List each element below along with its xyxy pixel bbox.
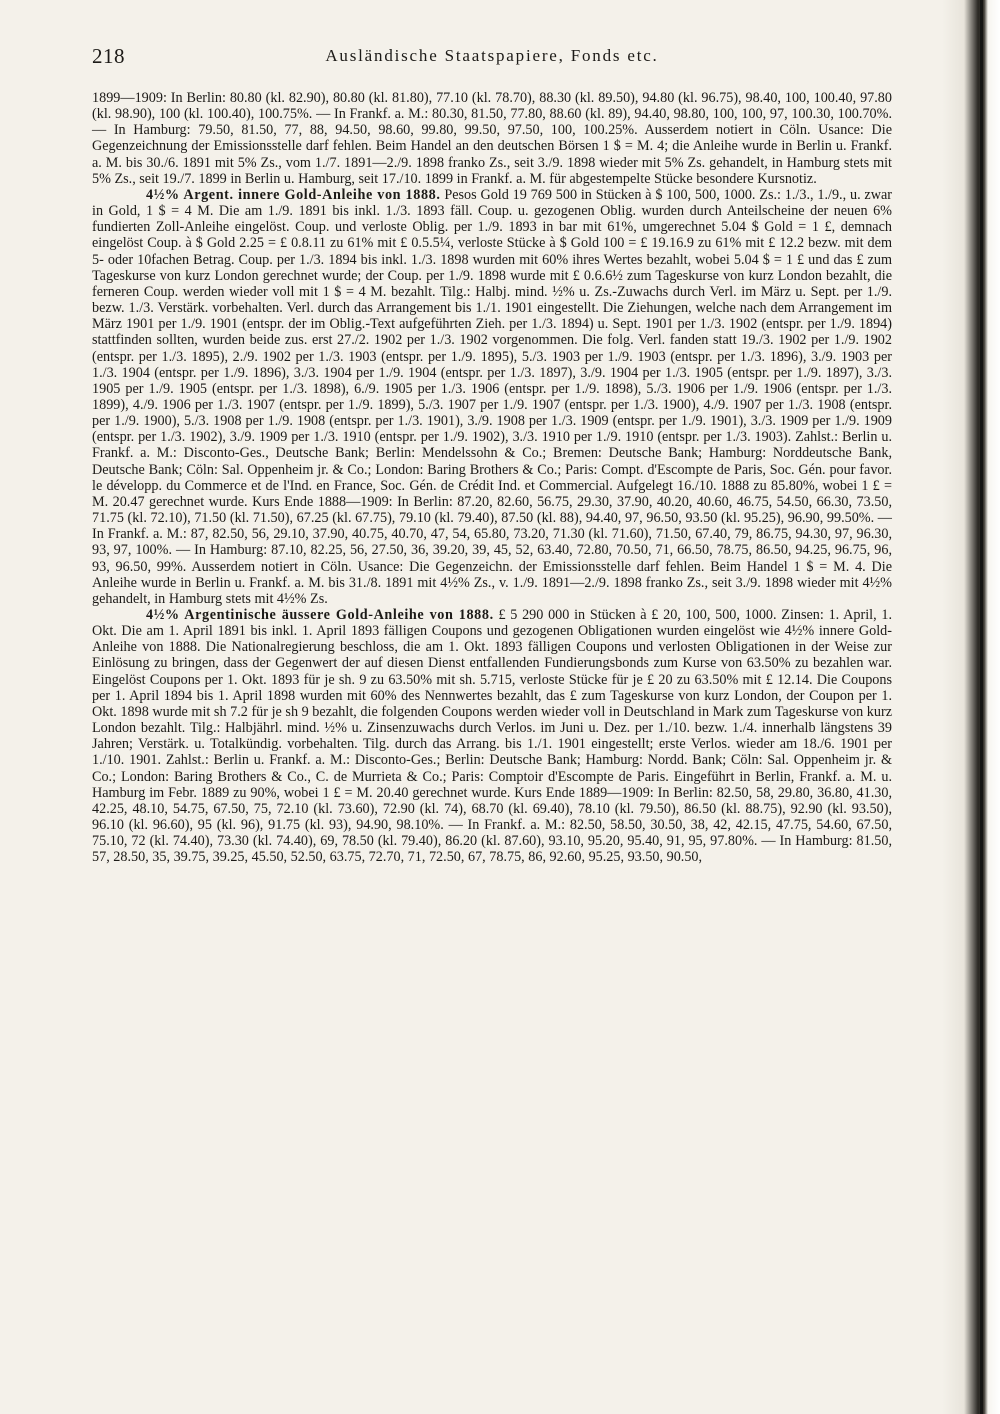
paragraph-argent-innere-gold-anleihe (92, 187, 892, 607)
paragraph-text: Pesos Gold 19 769 500 in Stücken à $ 100, 500, 1000. Zs.: 1./3., 1./9., u. zwar in Gold, 1 $ = 4 M. Die am 1./9. 1891 bis inkl. 1./3. 1893 fäll. Coup. u. gezogenen Oblig. wurden durch Anteilscheine der neuen 6% fundierten Zoll-Anleihe eingelöst. Coup. und verloste Oblig. per 1./9. 1893 in bar mit 61%, umgerechnet 5.04 $ Gold = 1 £, demnach eingelöst Coup. à $ Gold 2.25 = £ 0.8.11 zu 61% mit £ 0.5.5¼, verloste Stücke à $ Gold 100 = £ 19.16.9 zu 61% mit £ 12.2 bezw. mit dem 5- oder 10fachen Betrag. Coup. per 1./3. 1894 bis inkl. 1./3. 1898 wurden mit 60% ihres Wertes bezahlt, wobei 5.04 $ = 1 £ und das £ zum Tageskurse von kurz London gerechnet wurde; der Coup. per 1./9. 1898 wurde mit £ 0.6.6½ zum Tageskurse von kurz London bezahlt, die ferneren Coup. werden wieder voll mit 1 $ = 4 M. bezahlt. Tilg.: Halbj. mind. ½% u. Zs.-Zuwachs durch Verl. im März u. Sept. per 1./9. bezw. 1./3. Verstärk. vorbehalten. Verl. durch das Arrangement bis 1./1. 1901 eingestellt. Die Ziehungen, welche nach dem Arrangement im März 1901 per 1./9. 1901 (entspr. der im Oblig.-Text aufgeführten Zieh. per 1./3. 1894) u. Sept. 1901 per 1./3. 1902 (entspr. per 1./9. 1894) stattfinden sollten, wurden beide zus. erst 27./2. 1902 per 1./3. 1902 vorgenommen. Die folg. Verl. fanden statt 19./3. 1902 per 1./9. 1902 (entspr. per 1./3. 1895), 2./9. 1902 per 1./3. 1903 (entspr. per 1./9. 1895), 5./3. 1903 per 1./9. 1903 (entspr. per 1./3. 1896), 3./9. 1903 per 1./3. 1904 (entspr. per 1./9. 1896), 3./3. 1904 per 1./9. 1904 (entspr. per 1./3. 1897), 3./9. 1904 per 1./3. 1905 (entspr. per 1./9. 1897), 3./3. 1905 per 1./9. 1905 (entspr. per 1./3. 1898), 6./9. 1905 per 1./3. 1906 (entspr. per 1./9. 1898), 5./3. 1906 per 1./9. 1906 (entspr. per 1./3. 1899), 4./9. 1906 per 1./3. 1907 (entspr. per 1./9. 1899), 5./3. 1907 per 1./9. 1907 (entspr. per 1./3. 1900), 4./9. 1907 per 1./3. 1908 (entspr. per 1./9. 1900), 5./3. 1908 per 1./9. 1908 (entspr. per 1./3. 1901), 3./9. 1908 per 1./3. 1909 (entspr. per 1./9. 1901), 3./3. 1909 per 1./9. 1909 (entspr. per 1./3. 1902), 3./9. 1909 per 1./3. 1910 (entspr. per 1./9. 1902), 3./3. 1910 per 1./9. 1910 (entspr. per 1./3. 1903). Zahlst.: Berlin u. Frankf. a. M.: Disconto-Ges., Deutsche Bank; Berlin: Mendelssohn & Co.; Bremen: Deutsche Bank; Hamburg: Norddeutsche Bank, Deutsche Bank; Cöln: Sal. Oppenheim jr. & Co.; London: Baring Brothers & Co.; Paris: Compt. d'Escompte de Paris, Soc. Gén. pour favor. le développ. du Commerce et de l'Ind. en France, Soc. Gén. de Crédit Ind. et Commercial. Aufgelegt 16./10. 1888 zu 85.80%, wobei 1 £ = M. 20.47 gerechnet wurde. Kurs Ende 1888—1909: In Berlin: 87.20, 82.60, 56.75, 29.30, 37.90, 40.20, 40.60, 46.75, 54.50, 66.30, 73.50, 71.75 (kl. 72.10), 71.50 (kl. 71.50), 67.25 (kl. 67.75), 79.10 (kl. 79.40), 87.50 (kl. 88), 94.40, 97, 96.50, 93.50 (kl. 95.25), 96.90, 99.50%. — In Frankf. a. M.: 87, 82.50, 56, 29.10, 37.90, 40.75, 40.70, 47, 54, 65.80, 73.20, 71.30 (kl. 71.60), 71.50, 67.40, 79, 86.75, 94.30, 97, 96.30, 93, 97, 100%. — In Hamburg: 87.10, 82.25, 56, 27.50, 36, 39.20, 39, 45, 52, 63.40, 72.80, 70.50, 71, 66.50, 78.75, 86.50, 94.25, 96.75, 96, 93, 96.50, 99%. Ausserdem notiert in Cöln. Usance: Die Gegenzeichn. der Emissionsstelle darf fehlen. Beim Handel 1 $ = M. 4. Die Anleihe wurde in Berlin u. Frankf. a. M. bis 31./8. 1891 mit 4½% Zs., v. 1./9. 1891—2./9. 1898 franko Zs., seit 3./9. 1898 wieder mit 4½% gehandelt, in Hamburg stets mit 4½% Zs. (92, 186, 892, 607)
page-edge-shadow (942, 0, 1000, 1414)
paragraph-argentinische-aeussere-gold-anleihe (92, 607, 892, 866)
section-heading: 4½% Argentinische äussere Gold-Anleihe von 1888. (146, 607, 494, 623)
binding-fold-line (980, 0, 983, 1414)
page-header (92, 44, 892, 74)
page-body (92, 90, 892, 866)
section-heading: 4½% Argent. innere Gold-Anleihe von 1888. (146, 186, 441, 203)
paragraph-prices-1899-1909 (92, 90, 892, 187)
running-title: Ausländische Staatspapiere, Fonds etc. (325, 46, 659, 65)
page-number: 218 (92, 44, 125, 68)
paragraph-text: £ 5 290 000 in Stücken à £ 20, 100, 500, 1000. Zinsen: 1. April, 1. Okt. Die am 1. April 1891 bis inkl. 1. April 1893 fälligen Coupons und gezogenen Obligationen wurden eingelöst wie 4½% innere Gold-Anleihe von 1888. Die Nationalregierung beschloss, die am 1. Okt. 1893 fälligen Coupons und verlosten Obligationen in der Weise zur Einlösung zu bringen, dass der Gegenwert der auf diesen Dienst entfallenden Fundierungsbonds zum Kurse von 63.50% zu bezahlen war. Eingelöst Coupons per 1. Okt. 1893 für je sh. 9 zu 63.50% mit sh. 5.715, verloste Stücke für je £ 20 zu 63.50% mit £ 12.14. Die Coupons per 1. April 1894 bis 1. April 1898 wurden mit 60% des Nennwertes bezahlt, das £ zum Tageskurse von kurz London, der Coupon per 1. Okt. 1898 wurde mit sh 7.2 für je sh 9 bezahlt, die folgenden Coupons werden wieder voll in Deutschland in Mark zum Tageskurse von kurz London bezahlt. Tilg.: Halbjährl. mind. ½% u. Zinsenzuwachs durch Verlos. im Juni u. Dez. per 1./10. bezw. 1./4. innerhalb längstens 39 Jahren; Verstärk. u. Totalkündig. vorbehalten. Tilg. durch das Arrang. bis 1./1. 1901 eingestellt; erste Verlos. wieder am 18./6. 1901 per 1./10. 1901. Zahlst.: Berlin u. Frankf. a. M.: Disconto-Ges.; Berlin: Deutsche Bank; Hamburg: Nordd. Bank; Cöln: Sal. Oppenheim jr. & Co.; London: Baring Brothers & Co., C. de Murrieta & Co.; Paris: Comptoir d'Escompte de Paris. Eingeführt in Berlin, Frankf. a. M. u. Hamburg im Febr. 1889 zu 90%, wobei 1 £ = M. 20.40 gerechnet wurde. Kurs Ende 1889—1909: In Berlin: 82.50, 58, 29.80, 36.80, 41.30, 42.25, 48.10, 54.75, 67.50, 75, 72.10 (kl. 73.60), 72.90 (kl. 74), 68.70 (kl. 69.40), 78.10 (kl. 79.50), 86.50 (kl. 88.75), 92.90 (kl. 93.50), 96.10 (kl. 96.60), 95 (kl. 96), 91.75 (kl. 93), 94.90, 98.10%. — In Frankf. a. M.: 82.50, 58.50, 30.50, 38, 42, 42.15, 47.75, 54.60, 67.50, 75.10, 72 (kl. 74.40), 73.30 (kl. 74.40), 69, 78.50 (kl. 79.40), 86.20 (kl. 87.60), 93.10, 95.20, 95.40, 91, 95, 97.80%. — In Hamburg: 81.50, 57, 28.50, 35, 39.75, 39.25, 45.50, 52.50, 63.75, 72.70, 71, 72.50, 67, 78.75, 86, 92.60, 95.25, 93.50, 90.50, (92, 607, 893, 866)
paragraph-text: 1899—1909: In Berlin: 80.80 (kl. 82.90), 80.80 (kl. 81.80), 77.10 (kl. 78.70), 88.30 (kl. 89.50), 94.80 (kl. 96.75), 98.40, 100, 100.40, 97.80 (kl. 98.90), 100 (kl. 100.40), 100.75%. — In Frankf. a. M.: 80.30, 81.50, 77.80, 88.60 (kl. 89), 94.40, 98.80, 100, 100, 97, 100.30, 100.70%. — In Hamburg: 79.50, 81.50, 77, 88, 94.50, 98.60, 99.80, 99.50, 97.50, 100, 100.25%. Ausserdem notiert in Cöln. Usance: Die Gegenzeichnung der Emissionsstelle darf fehlen. Beim Handel an den deutschen Börsen 1 $ = M. 4; die Anleihe wurde in Berlin u. Frankf. a. M. bis 30./6. 1891 mit 5% Zs., vom 1./7. 1891—2./9. 1898 franko Zs., seit 3./9. 1898 wieder mit 5% Zs. gehandelt, in Hamburg stets mit 5% Zs., seit 19./7. 1899 in Berlin u. Hamburg, seit 17./10. 1899 in Frankf. a. M. für abgestempelte Stücke besondere Kursnotiz. (92, 90, 892, 187)
